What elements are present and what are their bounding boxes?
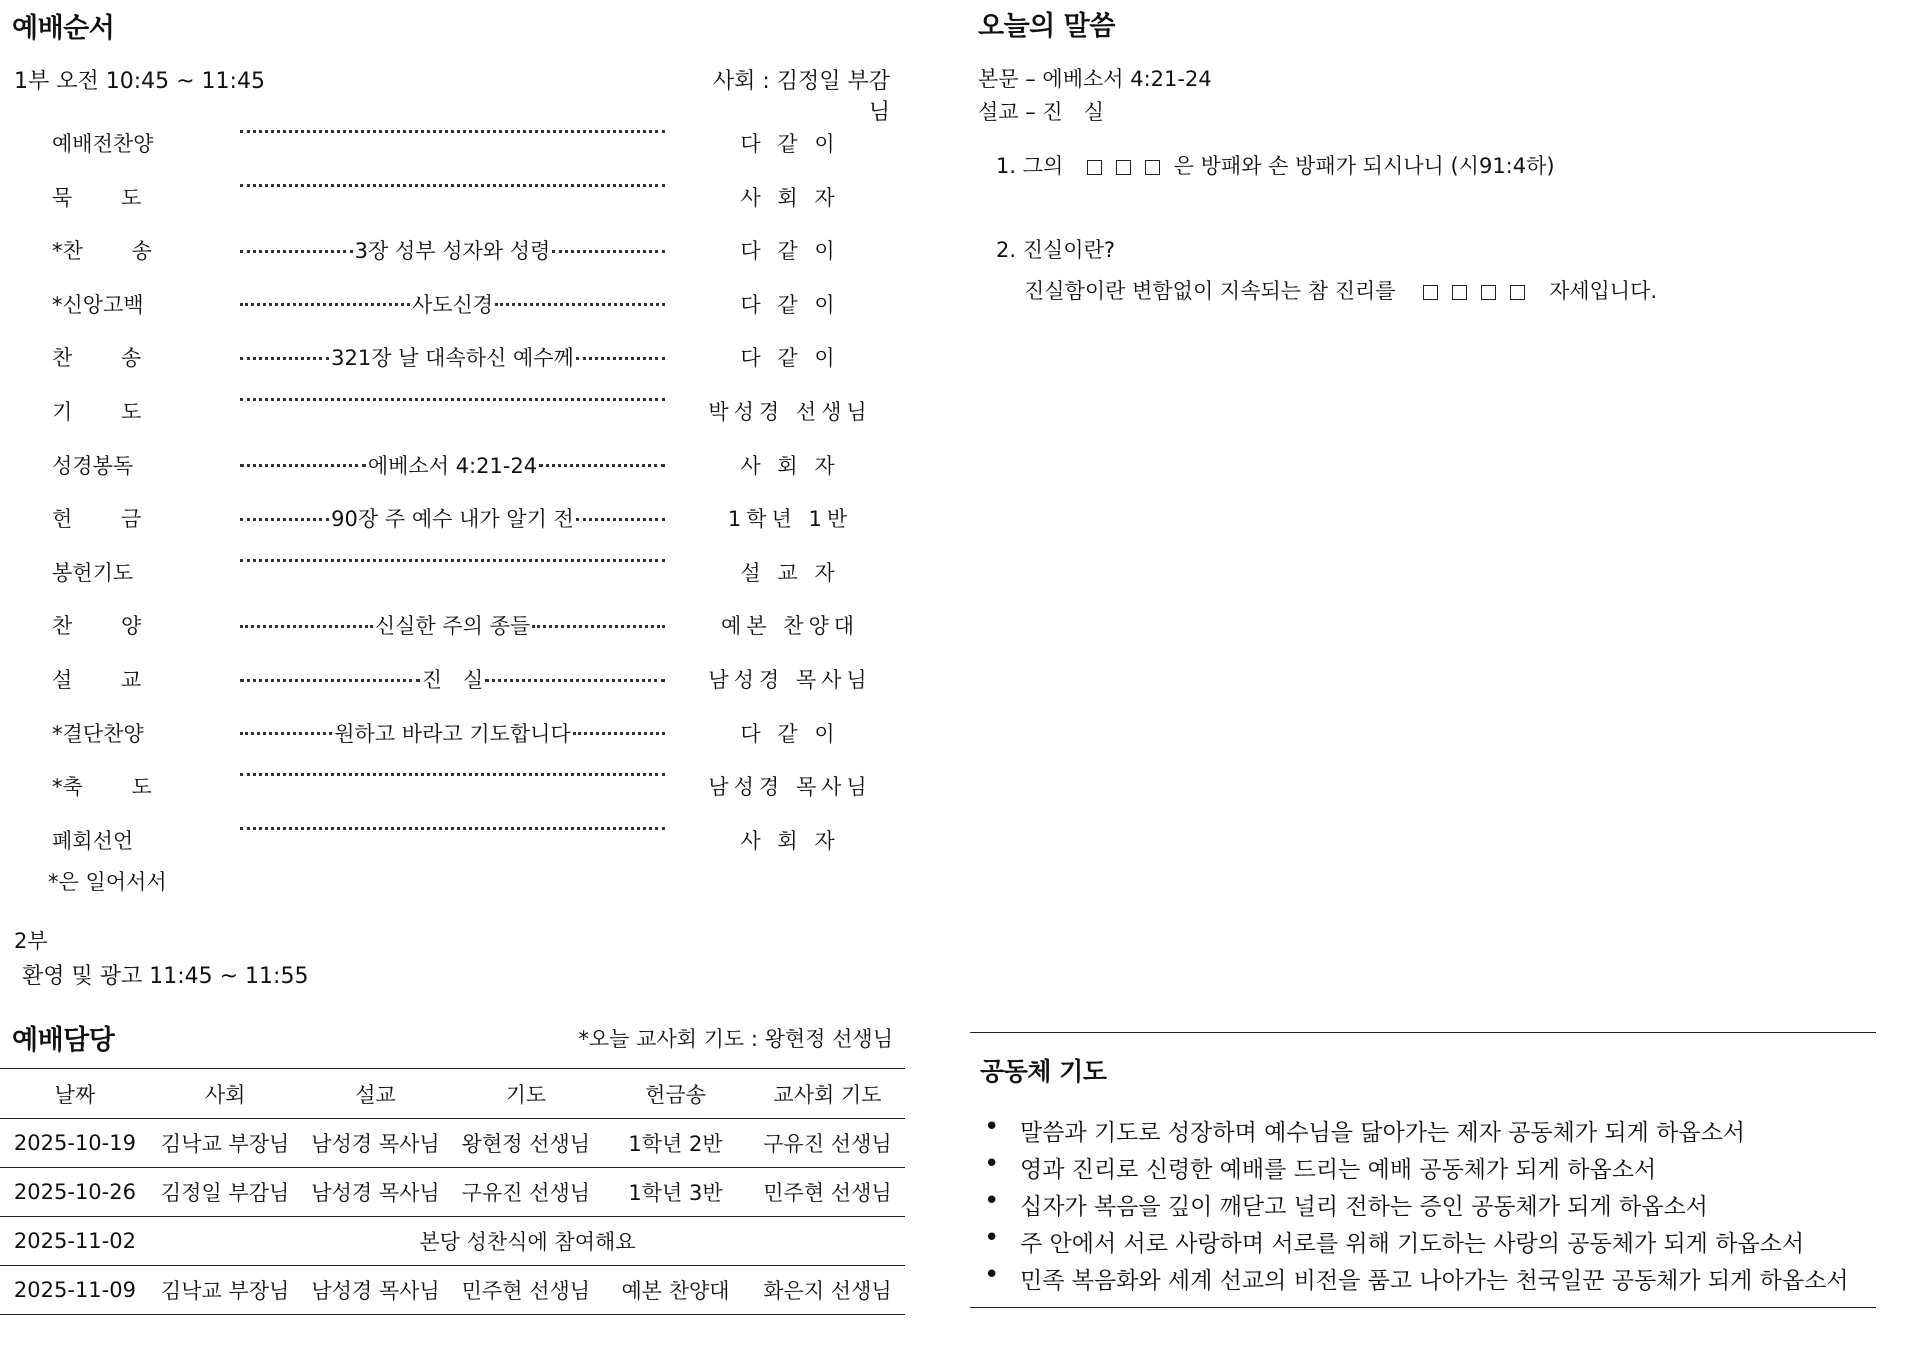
order-item-leader: 다 같 이: [740, 132, 840, 156]
col-date: 날짜: [0, 1069, 150, 1119]
question-2-body: [1024, 275, 1657, 305]
table-cell: 구유진 선생님: [451, 1168, 601, 1217]
order-item-content: [240, 396, 665, 401]
order-item-leader: 1학년 1반: [727, 507, 853, 532]
order-item-name: *신앙고백: [52, 292, 144, 317]
order-item-content: [240, 235, 665, 265]
table-cell: 1학년 2반: [601, 1119, 750, 1168]
order-item-leader: 설 교 자: [740, 560, 840, 585]
blank-box: [1145, 160, 1160, 175]
part2-desc: 환영 및 광고 11:45 ~ 11:55: [22, 964, 309, 989]
order-item-content: [240, 450, 665, 480]
sermon-title: 오늘의 말씀: [978, 11, 1115, 42]
col-prayer: 기도: [451, 1069, 601, 1119]
prayer-item: • 십자가 복음을 깊이 깨닫고 널리 전하는 증인 공동체가 되게 하옵소서: [976, 1188, 1849, 1225]
order-item-name: 묵 도: [52, 185, 142, 210]
order-item-name: 찬 송: [52, 346, 142, 371]
dotted-leader: [240, 559, 665, 562]
sermon-topic: 설교 – 진 실: [978, 100, 1104, 124]
table-cell: 2025-11-09: [0, 1266, 150, 1315]
order-item: [0, 765, 900, 805]
col-offering-song: 헌금송: [601, 1069, 750, 1119]
prayer-item: • 주 안에서 서로 사랑하며 서로를 위해 기도하는 사랑의 공동체가 되게 하옵소서: [976, 1225, 1849, 1262]
order-item-text: 3장 성부 성자와 성령: [354, 239, 551, 264]
order-item: [0, 229, 900, 269]
dotted-leader: [495, 303, 665, 306]
dotted-leader: [240, 464, 366, 467]
order-item-name: 설 교: [52, 668, 142, 692]
table-cell: 본당 성찬식에 참여해요: [150, 1217, 905, 1266]
duty-table: [0, 1068, 905, 1315]
dotted-leader: [240, 518, 329, 521]
dotted-leader: [539, 464, 665, 467]
dotted-leader: [240, 827, 665, 830]
blank-box: [1087, 160, 1102, 175]
order-item-text: 에베소서 4:21-24: [367, 453, 538, 478]
order-item-name: 봉헌기도: [52, 560, 134, 585]
dotted-leader: [240, 773, 665, 776]
table-cell: 남성경 목사님: [300, 1168, 450, 1217]
order-item-leader: 남성경 목사님: [708, 668, 872, 692]
order-item-content: [240, 289, 665, 319]
dotted-leader: [240, 303, 410, 306]
blank-box: [1452, 285, 1467, 300]
dotted-leader: [240, 250, 353, 253]
col-sermon: 설교: [300, 1069, 450, 1119]
order-item-leader: 박성경 선생님: [708, 400, 872, 424]
order-item-leader: 사 회 자: [740, 453, 840, 478]
order-item: [0, 336, 900, 376]
table-cell: 2025-10-19: [0, 1119, 150, 1168]
order-item-name: 예배전찬양: [52, 132, 154, 156]
order-item-name: 성경봉독: [52, 453, 134, 478]
dotted-leader: [240, 357, 329, 360]
prayer-title: 공동체 기도: [980, 1057, 1107, 1086]
order-item: [0, 819, 900, 859]
order-item-name: 헌 금: [52, 507, 142, 532]
order-item-leader: 사 회 자: [740, 828, 840, 853]
q1-before: 1. 그의: [996, 154, 1064, 178]
order-item-leader: 다 같 이: [740, 721, 840, 746]
q2-before: 진실함이란 변함없이 지속되는 참 진리를: [1024, 279, 1396, 303]
order-item: [0, 551, 900, 591]
q1-after: 은 방패와 손 방패가 되시나니 (시91:4하): [1173, 154, 1555, 178]
order-item-leader: 다 같 이: [740, 292, 840, 317]
table-cell: 2025-11-02: [0, 1217, 150, 1266]
order-item: [0, 390, 900, 430]
order-item-name: 찬 양: [52, 614, 142, 639]
order-item-text: 90장 주 예수 내가 알기 전: [331, 507, 574, 532]
order-item-content: [240, 718, 665, 748]
dotted-leader: [240, 625, 373, 628]
table-cell: 김낙교 부장님: [150, 1266, 300, 1315]
order-item-content: [240, 825, 665, 830]
table-row: [0, 1119, 905, 1168]
order-item-content: [240, 610, 665, 640]
order-item-text: 신실한 주의 종들: [374, 614, 531, 639]
duty-title: 예배담당: [12, 1025, 115, 1056]
order-item-content: [240, 664, 665, 694]
order-item-content: [240, 342, 665, 372]
teacher-prayer-note: *오늘 교사회 기도 : 왕현정 선생님: [578, 1027, 893, 1051]
prayer-bottom-rule: [970, 1307, 1876, 1308]
order-item-name: *축 도: [52, 775, 152, 800]
order-item: [0, 122, 900, 162]
table-row: [0, 1266, 905, 1315]
prayer-item: • 영과 진리로 신령한 예배를 드리는 예배 공동체가 되게 하옵소서: [976, 1151, 1849, 1188]
table-cell: 구유진 선생님: [750, 1119, 905, 1168]
prayer-list: [976, 1114, 1849, 1299]
order-item-text: 진 실: [421, 668, 484, 692]
dotted-leader: [240, 184, 665, 187]
order-item-text: 사도신경: [411, 292, 494, 317]
dotted-leader: [576, 357, 665, 360]
dotted-leader: [485, 679, 665, 682]
dotted-leader: [240, 398, 665, 401]
order-item-text: 321장 날 대속하신 예수께: [331, 346, 574, 371]
q2-after: 자세입니다.: [1548, 279, 1658, 303]
table-cell: 민주현 선생님: [451, 1266, 601, 1315]
table-row: [0, 1217, 905, 1266]
order-item: [0, 176, 900, 216]
order-item-text: 원하고 바라고 기도합니다: [334, 721, 571, 746]
col-host: 사회: [150, 1069, 300, 1119]
prayer-item: • 말씀과 기도로 성장하며 예수님을 닮아가는 제자 공동체가 되게 하옵소서: [976, 1114, 1849, 1151]
host-label: 사회 : 김정일 부감님: [712, 69, 890, 125]
dotted-leader: [240, 130, 665, 133]
table-cell: 왕현정 선생님: [451, 1119, 601, 1168]
dotted-leader: [552, 250, 665, 253]
table-cell: 1학년 3반: [601, 1168, 750, 1217]
blank-box: [1116, 160, 1131, 175]
order-item-content: [240, 182, 665, 187]
order-item: [0, 658, 900, 698]
table-cell: 민주현 선생님: [750, 1168, 905, 1217]
dotted-leader: [240, 679, 420, 682]
table-row: [0, 1168, 905, 1217]
prayer-top-rule: [970, 1032, 1876, 1033]
blank-box: [1423, 285, 1438, 300]
order-item-content: [240, 771, 665, 776]
table-cell: 예본 찬양대: [601, 1266, 750, 1315]
order-item-leader: 다 같 이: [740, 346, 840, 371]
order-item: [0, 444, 900, 484]
order-item: [0, 497, 900, 537]
dotted-leader: [240, 732, 332, 735]
order-item: [0, 283, 900, 323]
table-cell: 남성경 목사님: [300, 1266, 450, 1315]
order-item-content: [240, 128, 665, 133]
standing-note: *은 일어서서: [48, 870, 167, 894]
order-item-content: [240, 557, 665, 562]
order-item-leader: 사 회 자: [740, 185, 840, 210]
table-cell: 김낙교 부장님: [150, 1119, 300, 1168]
question-1: [996, 150, 1555, 180]
part1-time: 1부 오전 10:45 ~ 11:45: [14, 69, 265, 94]
order-item: [0, 712, 900, 752]
dotted-leader: [576, 518, 665, 521]
order-item: [0, 604, 900, 644]
order-item-leader: 예본 찬양대: [720, 614, 860, 639]
dotted-leader: [573, 732, 665, 735]
order-item-leader: 남성경 목사님: [708, 775, 872, 800]
order-item-name: *결단찬양: [52, 721, 144, 746]
order-item-name: 폐회선언: [52, 828, 134, 853]
sermon-text: 본문 – 에베소서 4:21-24: [978, 67, 1212, 91]
question-2: 2. 진실이란?: [996, 238, 1116, 262]
table-cell: 남성경 목사님: [300, 1119, 450, 1168]
order-item-name: *찬 송: [52, 239, 152, 264]
table-cell: 2025-10-26: [0, 1168, 150, 1217]
dotted-leader: [532, 625, 665, 628]
order-item-leader: 다 같 이: [740, 239, 840, 264]
duty-header-row: [0, 1069, 905, 1119]
blank-box: [1510, 285, 1525, 300]
order-item-content: [240, 503, 665, 533]
blank-box: [1481, 285, 1496, 300]
table-cell: 화은지 선생님: [750, 1266, 905, 1315]
table-cell: 김정일 부감님: [150, 1168, 300, 1217]
col-teacher-prayer: 교사회 기도: [750, 1069, 905, 1119]
prayer-item: • 민족 복음화와 세계 선교의 비전을 품고 나아가는 천국일꾼 공동체가 되게 하옵소서: [976, 1262, 1849, 1299]
part2-label: 2부: [14, 929, 48, 953]
worship-order-title: 예배순서: [12, 13, 115, 44]
order-item-name: 기 도: [52, 400, 142, 424]
